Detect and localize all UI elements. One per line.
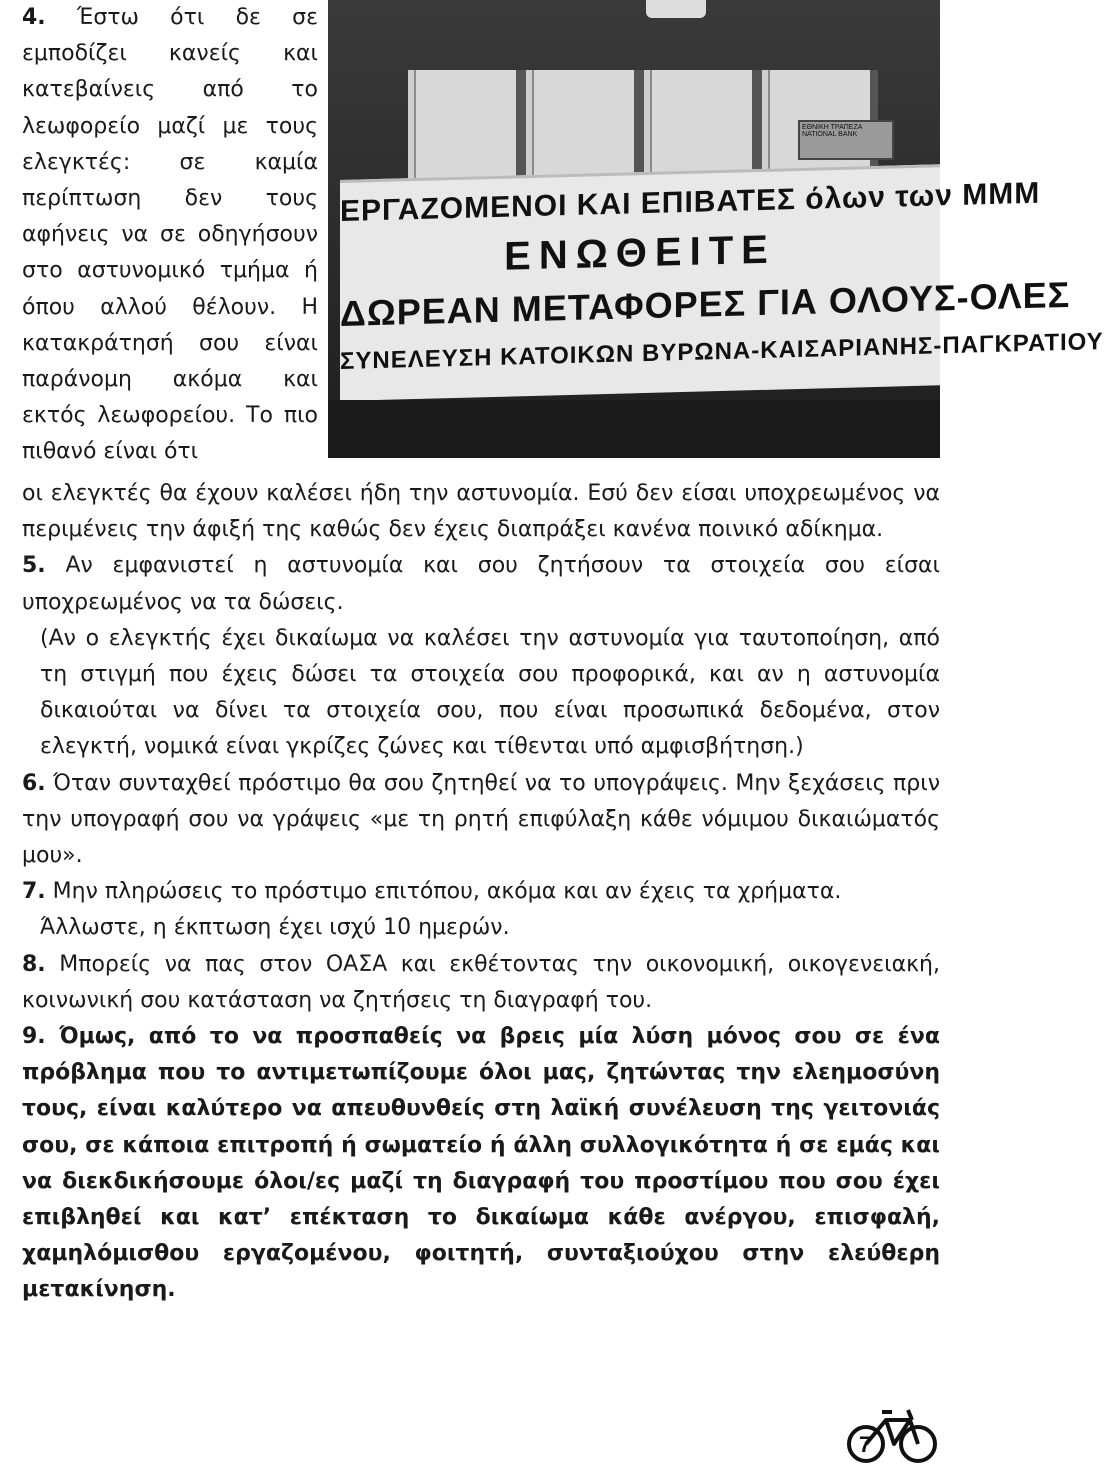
page-number: 7 [859, 1432, 872, 1457]
banner-line-1: ΕΡΓΑΖΟΜΕΝΟΙ ΚΑΙ ΕΠΙΒΑΤΕΣ όλων των ΜΜΜ [340, 176, 1041, 228]
item-4-intro-text: Έστω ότι δε σε εμποδίζει κανείς και κατεβαίνεις από το λεωφορείο μαζί με τους ελεγκτές: σε καμία περίπτωση δεν τους αφήνεις να σε οδηγήσουν στο αστυνομικό τμήμα ή όπου αλλού θέλουν. Η κατακράτησή σου είναι παράνομη ακόμα και εκτός λεωφορείου. Το πιο πιθανό είναι ότι [22, 5, 319, 465]
banner-line-2: ΕΝΩΘΕΙΤΕ [504, 227, 776, 279]
item-number: 9. [22, 1024, 46, 1050]
item-6-text: Όταν συνταχθεί πρόστιμο θα σου ζητηθεί να το υπογράψεις. Μην ξεχάσεις πριν την υπογραφή σου να γράψεις «με τη ρητή επιφύλαξη κάθε νόμιμου δικαιώματός μου». [22, 770, 940, 869]
item-number: 6. [22, 770, 46, 796]
item-number: 7. [22, 879, 46, 905]
item-9-text: Όμως, από το να προσπαθείς να βρεις μία λύση μόνος σου σε ένα πρόβλημα που το αντιμετωπίζουμε όλοι μας, ζητώντας την ελεημοσύνη τους, είναι καλύτερο να απευθυνθείς στη λαϊκή συνέλευση της γειτονιάς σου, σε κάποια επιτροπή ή σωματείο ή άλλη συλλογικότητα ή σε εμάς και να διεκδικήσουμε όλοι/ες μαζί τη διαγραφή του προστίμου που σου έχει επιβληθεί και κατ’ επέκταση το δικαίωμα κάθε ανέργου, επισφαλή, χαμηλόμισθου εργαζομένου, φοιτητή, συνταξιούχου στην ελεύθερη μετακίνηση. [22, 1024, 940, 1303]
station-clock [646, 0, 706, 18]
item-8 [22, 947, 940, 1019]
item-7-text-2: Άλλωστε, η έκπτωση έχει ισχύ 10 ημερών. [40, 915, 510, 941]
protest-banner-photo [328, 0, 1104, 458]
banner-line-3: ΔΩΡΕΑΝ ΜΕΤΑΦΟΡΕΣ ΓΙΑ ΟΛΟΥΣ-ΟΛΕΣ [340, 273, 1071, 334]
banner-line-4: ΣΥΝΕΛΕΥΣΗ ΚΑΤΟΙΚΩΝ ΒΥΡΩΝΑ-ΚΑΙΣΑΡΙΑΝΗΣ-ΠΑΓΚΡΑΤΙΟΥ [340, 328, 1104, 375]
item-5-note: (Αν ο ελεγκτής έχει δικαίωμα να καλέσει την αστυνομία για ταυτοποίηση, από τη στιγμή που έχεις δώσει τα στοιχεία σου προφορικά, και αν η αστυνομία δικαιούται να δίνει τα στοιχεία σου, που είναι προσωπικά δεδομένα, στον ελεγκτή, νομικά είναι γκρίζες ζώνες και τίθενται υπό αμφισβήτηση.) [40, 625, 940, 760]
body-text [22, 476, 940, 1309]
item-number: 4. [22, 5, 46, 30]
item-5 [22, 548, 940, 620]
item-4-intro [22, 0, 318, 471]
item-5-text: Αν εμφανιστεί η αστυνομία και σου ζητήσουν τα στοιχεία σου είσαι υποχρεωμένος να τα δώσεις. [22, 553, 941, 615]
bicycle-icon [842, 1398, 942, 1464]
bank-sign: ΕΘΝΙΚΗ ΤΡΑΠΕΖΑ NATIONAL BANK [798, 120, 894, 160]
item-8-text: Μπορείς να πας στον ΟΑΣΑ και εκθέτοντας την οικονομική, οικογενειακή, κοινωνική σου κατάσταση να ζητήσεις τη διαγραφή του. [22, 951, 940, 1013]
item-number: 5. [22, 553, 46, 579]
item-number: 8. [22, 951, 46, 977]
item-7-text: Μην πληρώσεις το πρόστιμο επιτόπου, ακόμα και αν έχεις τα χρήματα. [52, 879, 842, 905]
page-footer [842, 1398, 942, 1464]
photo-floor [328, 400, 940, 458]
document-page [22, 0, 1104, 1309]
item-4-continuation: οι ελεγκτές θα έχουν καλέσει ήδη την αστυνομία. Εσύ δεν είσαι υποχρεωμένος να περιμένεις την άφιξή της καθώς δεν έχεις διαπράξει κανένα ποινικό αδίκημα. [22, 481, 940, 543]
protest-banner [340, 164, 1104, 401]
item-6 [22, 766, 940, 875]
item-7 [22, 874, 940, 910]
item-9 [22, 1019, 940, 1309]
item-4-block [22, 0, 1104, 476]
